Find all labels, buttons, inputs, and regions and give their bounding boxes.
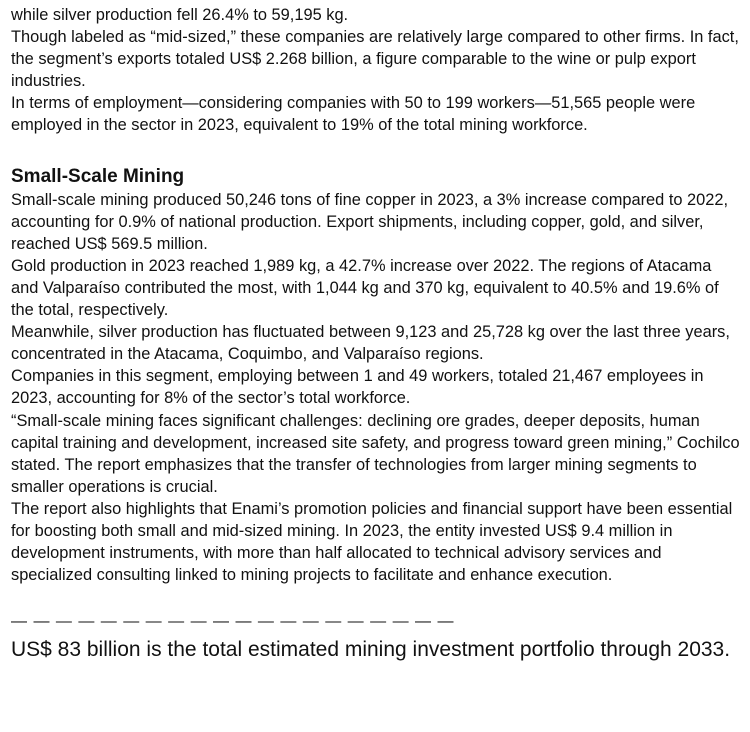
dashed-divider: — — — — — — — — — — — — — — — — — — — — [11, 613, 455, 631]
small-scale-paragraph-2: Gold production in 2023 reached 1,989 kg, a 42.7% increase over 2022. The regions of Atacama and Valparaíso contributed the most, with 1,044 kg and 370 kg, equivalent to 40.5% and 19.6% of the total, respectively. [11, 256, 719, 320]
intro-paragraph-2: Though labeled as “mid-sized,” these companies are relatively large compared to other firms. In fact, the segment’s exports totaled US$ 2.268 billion, a figure comparable to the wine or pulp export industries. [11, 28, 739, 91]
callout-statement: US$ 83 billion is the total estimated mining investment portfolio through 2033. [11, 638, 731, 662]
small-scale-paragraph-5: “Small-scale mining faces significant challenges: declining ore grades, deeper deposits, human capital training and development, increased site safety, and progress toward green mining,” Cochilco stated. The report emphasizes that the transfer of technologies from larger mining segments to smaller operations is crucial. [11, 411, 740, 496]
article-body [11, 4, 743, 663]
small-scale-paragraph-4: Companies in this segment, employing between 1 and 49 workers, totaled 21,467 employees in 2023, accounting for 8% of the sector’s total workforce. [11, 367, 704, 408]
intro-paragraph-3: In terms of employment—considering companies with 50 to 199 workers—51,565 people were employed in the sector in 2023, equivalent to 19% of the total mining workforce. [11, 94, 696, 135]
section-heading-small-scale-mining: Small-Scale Mining [11, 165, 185, 187]
small-scale-paragraph-6: The report also highlights that Enami’s promotion policies and financial support have been essential for boosting both small and mid-sized mining. In 2023, the entity invested US$ 9.4 million in development instruments, with more than half allocated to technical advisory services and specialized consulting linked to mining projects to facilitate and enhance execution. [11, 499, 733, 585]
small-scale-paragraph-1: Small-scale mining produced 50,246 tons of fine copper in 2023, a 3% increase compared to 2022, accounting for 0.9% of national production. Export shipments, including copper, gold, and silver, reached US$ 569.5 million. [11, 190, 729, 253]
small-scale-paragraph-3: Meanwhile, silver production has fluctuated between 9,123 and 25,728 kg over the last three years, concentrated in the Atacama, Coquimbo, and Valparaíso regions. [11, 323, 730, 364]
intro-paragraph-1: while silver production fell 26.4% to 59,195 kg. [11, 6, 349, 24]
